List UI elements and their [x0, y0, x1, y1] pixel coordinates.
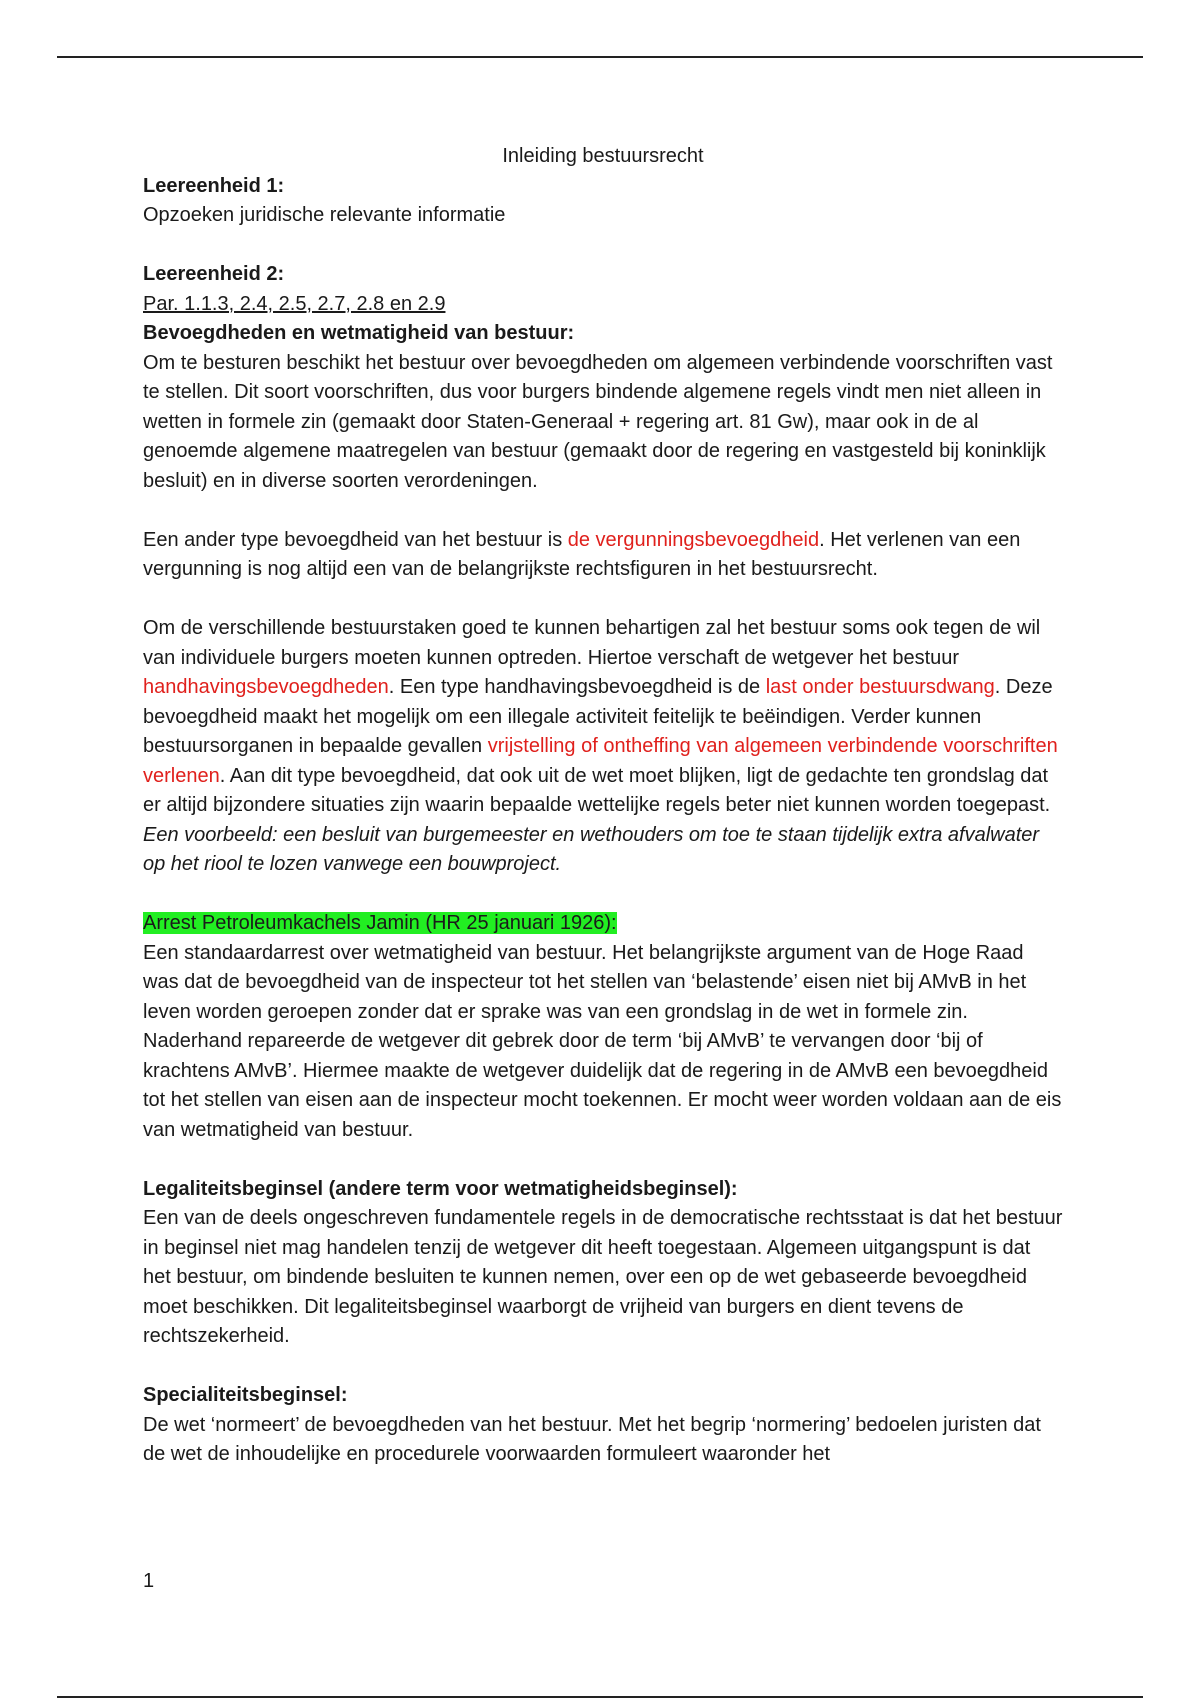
header-rule: [57, 56, 1143, 58]
paragraph-legaliteitsbeginsel: Een van de deels ongeschreven fundamentele regels in de democratische rechtsstaat is dat het bestuur in beginsel niet mag handelen tenzij de wetgever dit heeft toegestaan. Algemeen uitgangspunt is dat het bestuur, om bindende besluiten te kunnen nemen, over een op de wet gebaseerde bevoegdheid moet beschikken. Dit legaliteitsbeginsel waarborgt de vrijheid van burgers en dient tevens de rechtszekerheid.: [143, 1207, 1063, 1347]
highlight-handhavingsbevoegdheden: handhavingsbevoegdheden: [143, 676, 389, 698]
example-italic: Een voorbeeld: een besluit van burgemeester en wethouders om toe te staan tijdelijk extra afvalwater op het riool te lozen vanwege een bouwproject.: [143, 823, 1040, 875]
page-number: 1: [143, 1570, 155, 1592]
paragraph-bevoegdheden-2: Een ander type bevoegdheid van het bestuur is de vergunningsbevoegdheid. Het verlenen van een vergunning is nog altijd een van de belangrijkste rechtsfiguren in het bestuursrecht.: [143, 528, 1021, 580]
highlight-last-onder-bestuursdwang: last onder bestuursdwang: [765, 676, 995, 698]
highlight-vrijstelling-ontheffing: vrijstelling of ontheffing van algemeen verbindende voorschriften verlenen: [143, 735, 1058, 787]
highlight-vergunningsbevoegdheid: de vergunningsbevoegdheid: [567, 528, 820, 551]
le2-paragraph-refs: Par. 1.1.3, 2.4, 2.5, 2.7, 2.8 en 2.9: [143, 292, 446, 315]
heading-specialiteitsbeginsel: Specialiteitsbeginsel:: [143, 1384, 348, 1406]
section-heading-le2: Leereenheid 2:: [143, 263, 285, 285]
document-title: Inleiding bestuursrecht: [502, 145, 704, 167]
paragraph-specialiteitsbeginsel: De wet ‘normeert’ de bevoegdheden van het bestuur. Met het begrip ‘normering’ bedoelen juristen dat de wet de inhoudelijke en procedurele voorwaarden formuleert waaronder het: [143, 1413, 1041, 1465]
footer-rule: [57, 1696, 1143, 1698]
heading-bevoegdheden: Bevoegdheden en wetmatigheid van bestuur:: [143, 322, 575, 344]
paragraph-arrest-jamin: Een standaardarrest over wetmatigheid van bestuur. Het belangrijkste argument van de Hoge Raad was dat de bevoegdheid van de inspecteur tot het stellen van ‘belastende’ eisen niet bij AMvB in het leven worden geroepen zonder dat er sprake was van een grondslag in de wet in formele zin. Naderhand repareerde de wetgever dit gebrek door de term ‘bij AMvB’ te vervangen door ‘bij of krachtens AMvB’. Hiermee maakte de wetgever duidelijk dat de regering in de AMvB een bevoegdheid tot het stellen van eisen aan de inspecteur mocht toekennen. Er mocht weer worden voldaan aan de eis van wetmatigheid van bestuur.: [143, 941, 1062, 1141]
paragraph-bevoegdheden-1: Om te besturen beschikt het bestuur over bevoegdheden om algemeen verbindende voorschriften vast te stellen. Dit soort voorschriften, dus voor burgers bindende algemene regels vindt men niet alleen in wetten in formele zin (gemaakt door Staten-Generaal + regering art. 81 Gw), maar ook in de al genoemde algemene maatregelen van bestuur (gemaakt door de regering en vastgesteld bij koninklijk besluit) en in diverse soorten verordeningen.: [143, 351, 1053, 492]
heading-arrest-jamin: Arrest Petroleumkachels Jamin (HR 25 januari 1926):: [143, 912, 617, 934]
le1-description: Opzoeken juridische relevante informatie: [143, 204, 506, 226]
paragraph-bevoegdheden-3: Om de verschillende bestuurstaken goed te kunnen behartigen zal het bestuur soms ook tegen de wil van individuele burgers moeten kunnen optreden. Hiertoe verschaft de wetgever het bestuur handhavingsbevoegdheden. Een type handhavingsbevoegdheid is de last onder bestuursdwang. Deze bevoegdheid maakt het mogelijk om een illegale activiteit feitelijk te beëindigen. Verder kunnen bestuursorganen in bepaalde gevallen vrijstelling of ontheffing van algemeen verbindende voorschriften verlenen. Aan dit type bevoegdheid, dat ook uit de wet moet blijken, ligt de gedachte ten grondslag dat er altijd bijzondere situaties zijn waarin bepaalde wettelijke regels beter niet kunnen worden toegepast. Een voorbeeld: een besluit van burgemeester en wethouders om toe te staan tijdelijk extra afvalwater op het riool te lozen vanwege een bouwproject.: [143, 617, 1058, 875]
heading-legaliteitsbeginsel: Legaliteitsbeginsel (andere term voor wetmatigheidsbeginsel):: [143, 1177, 738, 1200]
section-heading-le1: Leereenheid 1:: [143, 174, 285, 197]
document-body: [143, 142, 1063, 1470]
